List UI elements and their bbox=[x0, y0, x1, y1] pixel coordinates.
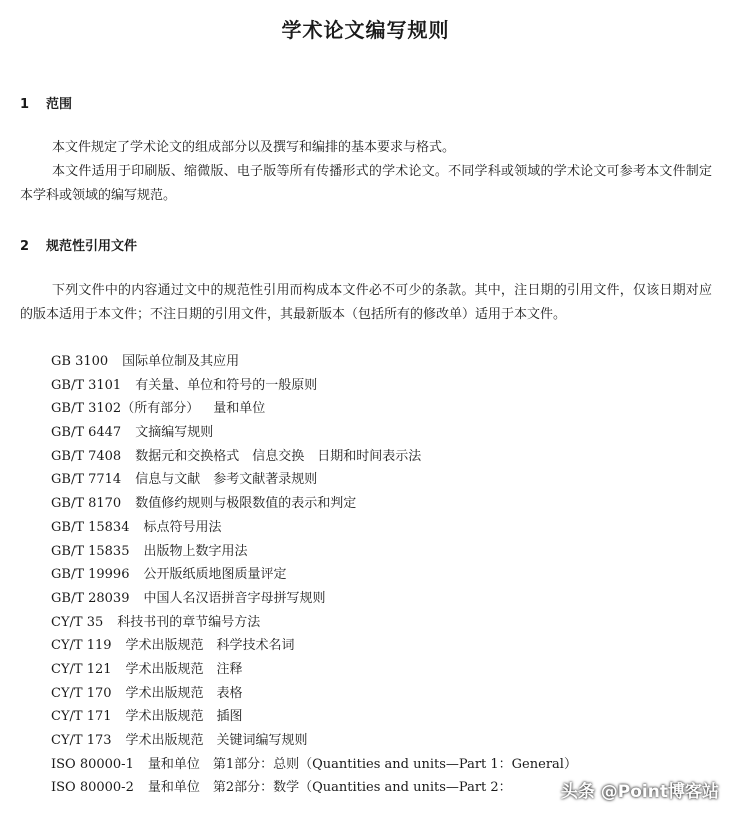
reference-item bbox=[51, 516, 577, 540]
reference-title: 数值修约规则与极限数值的表示和判定 bbox=[135, 496, 357, 512]
reference-title: 信息与文献 参考文献著录规则 bbox=[135, 472, 318, 488]
reference-code: GB/T 19996 bbox=[51, 567, 130, 583]
reference-code: ISO 80000-1 bbox=[51, 756, 134, 772]
reference-item bbox=[51, 776, 577, 800]
reference-item bbox=[51, 397, 577, 421]
reference-title: 学术出版规范 插图 bbox=[125, 709, 243, 725]
reference-code: GB/T 15835 bbox=[51, 543, 130, 559]
reference-title: 出版物上数字用法 bbox=[143, 543, 248, 559]
reference-item bbox=[51, 492, 577, 516]
reference-title: 学术出版规范 表格 bbox=[125, 685, 243, 701]
reference-item bbox=[51, 563, 577, 587]
reference-item bbox=[51, 421, 577, 445]
reference-title: 数据元和交换格式 信息交换 日期和时间表示法 bbox=[135, 448, 422, 464]
reference-item bbox=[51, 753, 577, 777]
reference-title: 学术出版规范 注释 bbox=[125, 661, 243, 677]
reference-code: CY/T 171 bbox=[51, 709, 112, 725]
reference-item bbox=[51, 350, 577, 374]
reference-list bbox=[51, 350, 577, 800]
reference-item bbox=[51, 729, 577, 753]
section-heading-scope bbox=[20, 93, 72, 112]
section-number: 1 bbox=[20, 97, 30, 112]
reference-code: CY/T 119 bbox=[51, 638, 112, 654]
reference-title: 量和单位 第2部分：数学（Quantities and units—Part 2： bbox=[147, 780, 512, 796]
reference-item bbox=[51, 658, 577, 682]
reference-title: 学术出版规范 关键词编写规则 bbox=[125, 733, 308, 748]
reference-title: 科技书刊的章节编号方法 bbox=[117, 614, 261, 630]
section-number: 2 bbox=[20, 239, 30, 254]
reference-code: GB/T 6447 bbox=[51, 425, 122, 441]
reference-item bbox=[51, 587, 577, 611]
reference-code: GB/T 3102（所有部分） bbox=[51, 401, 200, 417]
reference-title: 量和单位 bbox=[213, 401, 266, 417]
document-title: 学术论文编写规则 bbox=[281, 18, 450, 42]
reference-item bbox=[51, 705, 577, 729]
reference-code: ISO 80000-2 bbox=[51, 780, 134, 796]
reference-item bbox=[51, 611, 577, 635]
reference-title: 有关量、单位和符号的一般原则 bbox=[135, 377, 318, 393]
section-title: 范围 bbox=[46, 97, 73, 112]
reference-code: GB/T 15834 bbox=[51, 519, 130, 535]
reference-item bbox=[51, 682, 577, 706]
reference-code: CY/T 35 bbox=[51, 614, 104, 630]
reference-code: CY/T 121 bbox=[51, 661, 112, 677]
reference-code: GB/T 7714 bbox=[51, 472, 122, 488]
reference-code: GB/T 7408 bbox=[51, 448, 122, 464]
reference-code: GB/T 28039 bbox=[51, 590, 130, 606]
reference-code: CY/T 170 bbox=[51, 685, 112, 701]
reference-title: 国际单位制及其应用 bbox=[122, 354, 240, 369]
reference-code: GB/T 3101 bbox=[51, 377, 122, 393]
section-heading-normative-references bbox=[20, 235, 137, 254]
reference-title: 文摘编写规则 bbox=[135, 425, 214, 441]
reference-title: 公开版纸质地图质量评定 bbox=[143, 567, 287, 583]
reference-item bbox=[51, 634, 577, 658]
reference-item bbox=[51, 445, 577, 469]
reference-item bbox=[51, 374, 577, 398]
scope-paragraph-2: 本文件适用于印刷版、缩微版、电子版等所有传播形式的学术论文。不同学科或领域的学术论文可参考本文件制定本学科或领域的编写规范。 bbox=[20, 164, 712, 203]
reference-title: 量和单位 第1部分：总则（Quantities and units—Part 1：General） bbox=[147, 756, 577, 772]
reference-title: 标点符号用法 bbox=[143, 519, 222, 535]
reference-title: 中国人名汉语拼音字母拼写规则 bbox=[143, 590, 326, 606]
references-intro-paragraph: 下列文件中的内容通过文中的规范性引用而构成本文件必不可少的条款。其中，注日期的引用文件，仅该日期对应的版本适用于本文件；不注日期的引用文件，其最新版本（包括所有的修改单）适用于本文件。 bbox=[20, 283, 712, 322]
reference-code: GB/T 8170 bbox=[51, 496, 122, 512]
reference-title: 学术出版规范 科学技术名词 bbox=[125, 638, 295, 654]
reference-item bbox=[51, 540, 577, 564]
watermark: 头条 @Point博客站 bbox=[560, 782, 719, 802]
reference-code: CY/T 173 bbox=[51, 733, 112, 748]
reference-item bbox=[51, 468, 577, 492]
reference-code: GB 3100 bbox=[51, 354, 109, 369]
section-title: 规范性引用文件 bbox=[46, 239, 138, 254]
scope-paragraph-1: 本文件规定了学术论文的组成部分以及撰写和编排的基本要求与格式。 bbox=[52, 140, 456, 155]
